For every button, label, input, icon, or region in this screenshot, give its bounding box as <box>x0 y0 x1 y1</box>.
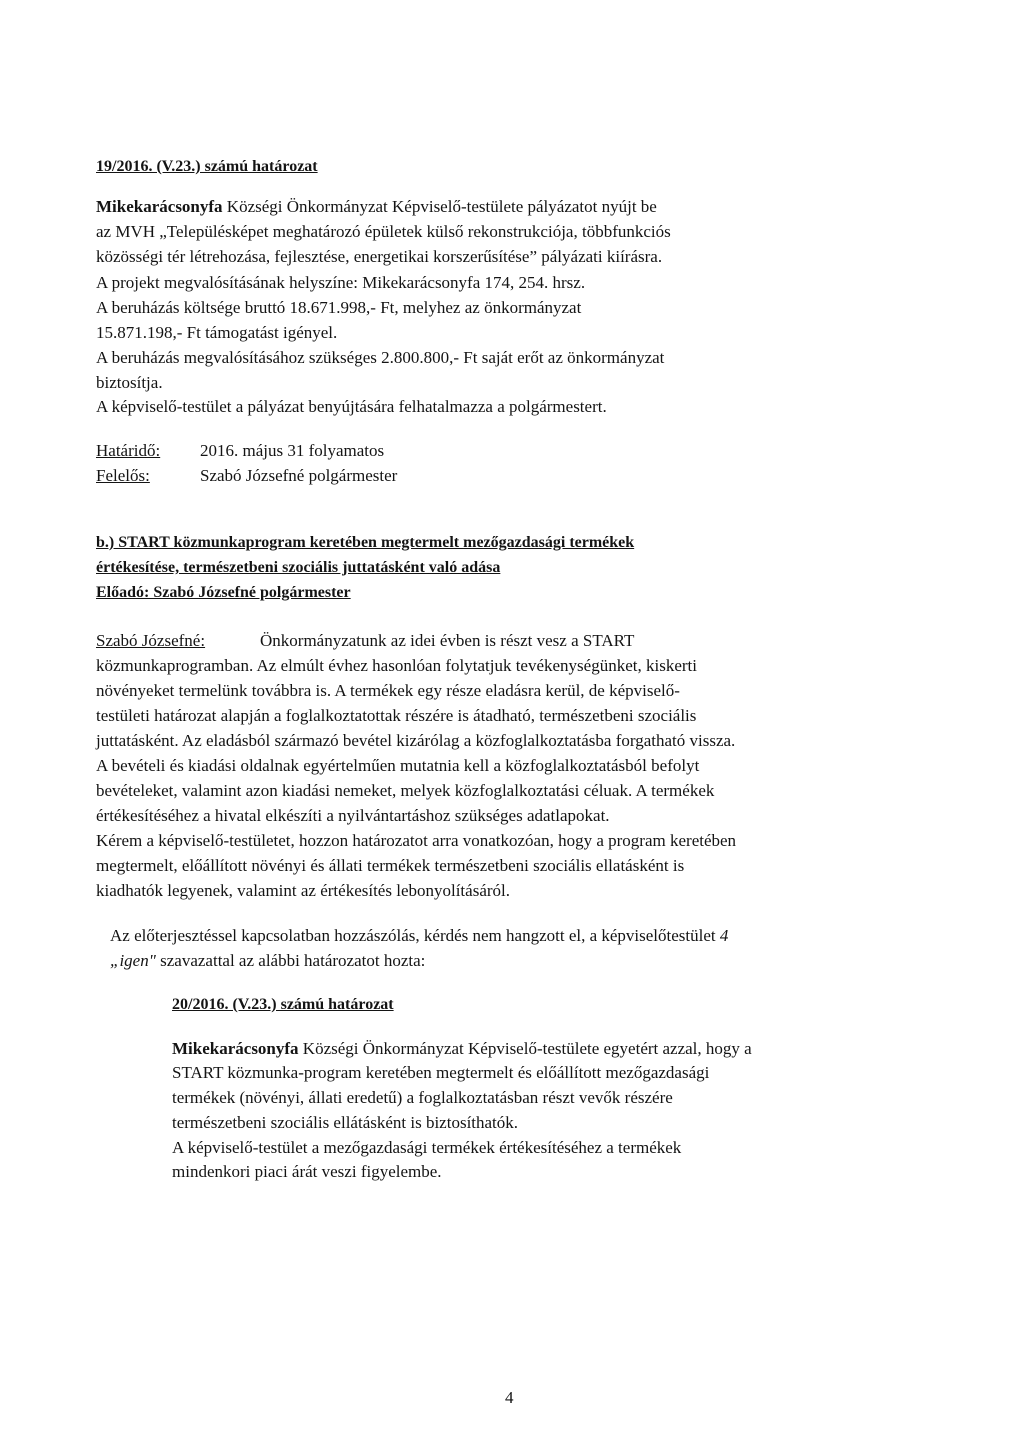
line-text: Községi Önkormányzat Képviselő-testülete egyetért azzal, hogy a <box>298 1039 752 1058</box>
resolution-heading-2: 20/2016. (V.23.) számú határozat <box>172 996 394 1013</box>
section-b-title-line-1: b.) START közmunkaprogram keretében megtermelt mezőgazdasági termékek <box>96 534 635 551</box>
deadline-label: Határidő: <box>96 441 161 460</box>
resolution-heading-1: 19/2016. (V.23.) számú határozat <box>96 158 318 175</box>
resolution-2-line <box>172 1038 752 1060</box>
municipality-name: Mikekarácsonyfa <box>172 1039 299 1058</box>
resolution-1-line <box>96 196 657 218</box>
paragraph-line: értékesítéséhez a hivatal elkészíti a nyilvántartáshoz szükséges adatlapokat. <box>96 806 610 825</box>
paragraph-line: megtermelt, előállított növényi és állati termékek természetbeni szociális ellatásként is <box>96 856 685 875</box>
vote-statement-line-1 <box>110 925 728 947</box>
page-number: 4 <box>505 1388 514 1407</box>
deadline-value: 2016. május 31 folyamatos <box>200 441 385 460</box>
section-b-presenter: Előadó: Szabó Józsefné polgármester <box>96 584 351 601</box>
paragraph-line: kiadhatók legyenek, valamint az értékesítés lebonyolításáról. <box>96 881 510 900</box>
paragraph-line: növényeket termelünk továbbra is. A termékek egy része eladásra kerül, de képviselő- <box>96 681 680 700</box>
resolution-2-line: A képviselő-testület a mezőgazdasági termékek értékesítéséhez a termékek <box>172 1138 682 1157</box>
resolution-2-line: termékek (növényi, állati eredetű) a foglalkoztatásban részt vevők részére <box>172 1088 673 1107</box>
resolution-2-line: mindenkori piaci árát veszi figyelembe. <box>172 1162 442 1181</box>
responsible-label: Felelős: <box>96 466 150 485</box>
paragraph-line: Kérem a képviselő-testületet, hozzon határozatot arra vonatkozóan, hogy a program keretében <box>96 831 737 850</box>
vote-text: szavazattal az alábbi határozatot hozta: <box>155 951 426 970</box>
resolution-1-line: közösségi tér létrehozása, fejlesztése, energetikai korszerűsítése” pályázati kiírásra. <box>96 247 663 266</box>
vote-count: 4 <box>719 926 729 945</box>
paragraph-line: bevételeket, valamint azon kiadási nemeket, melyek közfoglalkoztatási céluak. A termékek <box>96 781 715 800</box>
responsible-value: Szabó Józsefné polgármester <box>200 466 398 485</box>
municipality-name: Mikekarácsonyfa <box>96 197 223 216</box>
resolution-2-line: természetbeni szociális ellátásként is biztosíthatók. <box>172 1113 519 1132</box>
speaker-label: Szabó Józsefné: <box>96 631 206 650</box>
paragraph-line: közmunkaprogramban. Az elmúlt évhez hasonlóan folytatjuk tevékenységünket, kiskerti <box>96 656 697 675</box>
resolution-2-line: START közmunka-program keretében megtermelt és előállított mezőgazdasági <box>172 1063 710 1082</box>
resolution-1-line: A képviselő-testület a pályázat benyújtására felhatalmazza a polgármestert. <box>96 397 607 416</box>
line-text: Községi Önkormányzat Képviselő-testülete pályázatot nyújt be <box>222 197 657 216</box>
paragraph-line: A bevételi és kiadási oldalnak egyértelműen mutatnia kell a közfoglalkoztatásból befolyt <box>96 756 700 775</box>
resolution-1-line: 15.871.198,- Ft támogatást igényel. <box>96 323 338 342</box>
speaker-label-line <box>96 630 205 652</box>
resolution-1-line: biztosítja. <box>96 373 163 392</box>
vote-statement-line-2 <box>110 950 425 972</box>
vote-yes-label: „igen" <box>110 951 156 970</box>
resolution-1-line: A beruházás megvalósításához szükséges 2.800.800,- Ft saját erőt az önkormányzat <box>96 348 665 367</box>
paragraph-line: Önkormányzatunk az idei évben is részt vesz a START <box>260 631 635 650</box>
resolution-1-line: A beruházás költsége bruttó 18.671.998,- Ft, melyhez az önkormányzat <box>96 298 582 317</box>
resolution-1-line: az MVH „Településképet meghatározó épületek külső rekonstrukciója, többfunkciós <box>96 222 671 241</box>
paragraph-line: juttatásként. Az eladásból származó bevétel kizárólag a közfoglalkoztatásba forgatható vissza. <box>96 731 736 750</box>
section-b-title-line-2: értékesítése, természetbeni szociális juttatásként való adása <box>96 559 501 576</box>
vote-text: Az előterjesztéssel kapcsolatban hozzászólás, kérdés nem hangzott el, a képviselőtestület <box>110 926 720 945</box>
paragraph-line: testületi határozat alapján a foglalkoztatottak részére is átadható, természetbeni szociális <box>96 706 697 725</box>
resolution-1-line: A projekt megvalósításának helyszíne: Mikekarácsonyfa 174, 254. hrsz. <box>96 273 586 292</box>
